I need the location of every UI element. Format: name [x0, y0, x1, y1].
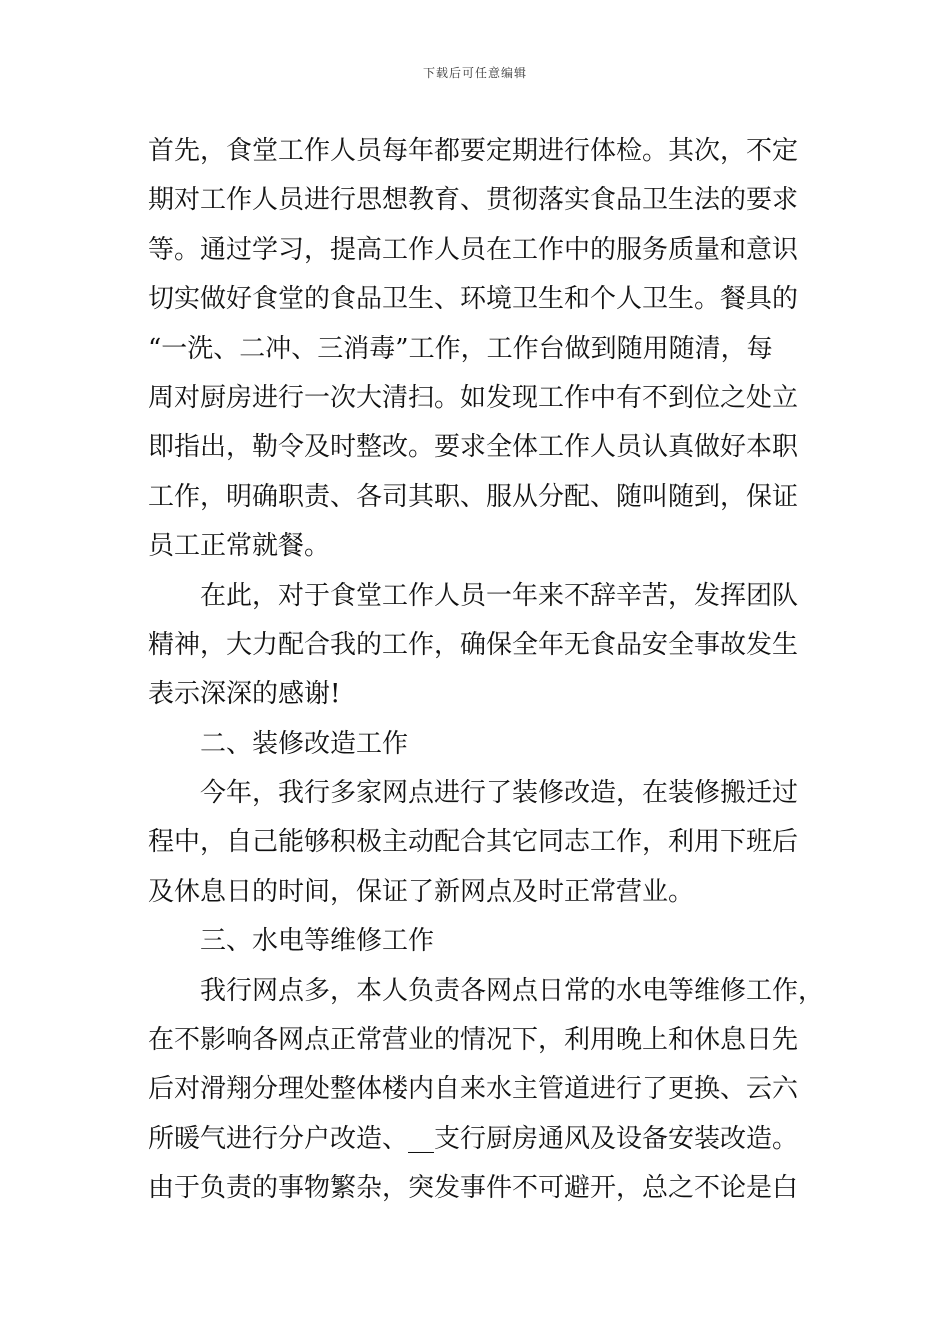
body-line: 首先，食堂工作人员每年都要定期进行体检。其次，不定 [148, 136, 799, 166]
body-line: 切实做好食堂的食品卫生、环境卫生和个人卫生。餐具的 [148, 284, 799, 315]
body-line: 及休息日的时间，保证了新网点及时正常营业。 [148, 876, 695, 907]
body-line: 由于负责的事物繁杂，突发事件不可避开，总之不论是白 [148, 1173, 799, 1204]
body-line: 期对工作人员进行思想教育、贯彻落实食品卫生法的要求 [148, 185, 799, 216]
body-line: 表示深深的感谢! [148, 679, 341, 710]
body-line: 所暖气进行分户改造、__支行厨房通风及设备安装改造。 [148, 1123, 799, 1154]
section-heading-renovation: 二、装修改造工作 [200, 728, 409, 759]
body-line: 后对滑翔分理处整体楼内自来水主管道进行了更换、云六 [148, 1074, 799, 1105]
body-line: 等。通过学习，提高工作人员在工作中的服务质量和意识 [148, 234, 799, 265]
body-line: 即指出，勒令及时整改。要求全体工作人员认真做好本职 [148, 432, 799, 463]
paragraph-start-line: 今年，我行多家网点进行了装修改造，在装修搬迁过 [200, 778, 799, 809]
body-line: 员工正常就餐。 [148, 531, 331, 562]
body-line: 周对厨房进行一次大清扫。如发现工作中有不到位之处立 [148, 382, 799, 413]
body-line: 精神，大力配合我的工作，确保全年无食品安全事故发生 [148, 629, 799, 660]
paragraph-start-line: 在此，对于食堂工作人员一年来不辞辛苦，发挥团队 [200, 580, 799, 611]
body-line: “一洗、二冲、三消毒”工作，工作台做到随用随清，每 [148, 333, 773, 364]
body-line: 程中，自己能够积极主动配合其它同志工作，利用下班后 [148, 827, 799, 858]
paragraph-start-line: 我行网点多，本人负责各网点日常的水电等维修工作， [200, 975, 825, 1006]
page-header: 下载后可任意编辑 [422, 66, 527, 80]
section-heading-maintenance: 三、水电等维修工作 [200, 926, 435, 957]
body-line: 在不影响各网点正常营业的情况下，利用晚上和休息日先 [148, 1025, 799, 1056]
body-line: 工作，明确职责、各司其职、服从分配、随叫随到，保证 [148, 481, 799, 512]
document-body [148, 127, 825, 1214]
